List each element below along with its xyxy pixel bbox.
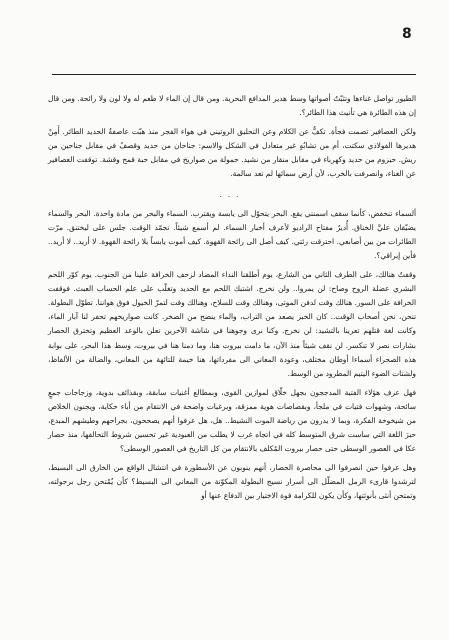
paragraph: الطيور تواصل غناءها وتثبّتُ أصواتها وسط هدير المدافع البحرية. ومن قال إن الماء لا طعم له ولا لون ولا رائحة. ومن قال إن هذه الطائرة هي تأنيث هذا الطائر؟. [48,94,416,118]
section-separator: ... [219,190,245,199]
header-rule [52,74,416,75]
body-text [48,92,416,504]
paragraph: فهل عرف هؤلاء الفتية المدججون بجهل خلّاق لموازين القوى، وبمطالع أغنيات سابقة، وبقذائف بدوية، وزجاجات جمعٍ سائحة، وشهوات فتيات في ملجأ، وبقصاصات هوية ممزقة، وبرغبات واضحة في الانتقام من أباء حكاية، ويجنون الخلاص من شيخوخة الفكرة، وبما لا يدرون من رياضة الموت النشيط.. هل، هل عرفوا أنهم يصححون، بجراحهم وطيشهم المبدع، حبرَ اللغة التي ساست شرق المتوسط كله في اتجاه غرب لا يطلب من العبودية غير تحسين شروط التحالفها، منذ حصار عكا في العصور الوسطى حتى حصار بيروت المُكلف بالانتقام من كل التاريخ في العصور الوسطى؟ [48,387,416,454]
paragraph: وقفتُ هنالك، على الطرف الثاني من الشارع، يوم أطلقنا النداء المضاد لزحف الخرافة علينا من الجنوب. يوم كوّر اللحم البشري عضلة الروح وصاح: لن يمروا.. ولن نخرج. اشتبك اللحم مع الحديد وتغلّب على علم الحساب العبث. فوقفت الخرافة على السور. هنالك وقت لدفن الموتى، وهنالك وقت للسلاح، وهنالك وقت لتمرّ الخيول فوق هواننا. تطوّل البطولة. تنحن، نحن أصحاب الوقت.. كان الخبز يصعد من التراب، والماء ينضح من الصخر. كانت صواريخهم تحفر لنا آبار الماء، وكانت لغة قتلهم تعرينا بالتشيد: لن نخرج. وكنا نرى وجوهنا في شاشة الآخرين تعلن بالوعد العظيم وتخترق الحصار بشارات نصر لا تنكسر. لن نقف شيئاً منذ الآن، ما دامت بيروت هنا، وما دمنا هنا في بيروت، وسط هذا البحر، على بوابة هذه الصحراء أسماءا أوطان مختلف، وعودة المعاني الى مفرداتها، هنا خيمة للتائهة من المعاني، والضالة من الألفاظ، ولشتات الضوء اليتيم المطرود من الوسط. [48,270,416,378]
paragraph: ولكن العصافير تصمت فجأة. تكفُّ عن الكلام وعن التحليق الروتيني في هواء الفجر منذ هبّت عاصفةُ الحديد الطائر. أَمِنْ هديرها الفولاذي سكتت، أم من تشابُهٍ غير متعادل في الشكل والاسم: جناحان من حديد وقصفٌ في مقابل جناحين من ريش. حيزوم من حديد وكهرباء في مقابل منقار من نشيد. حمولة من صواريخ في مقابل حبة قمح وقشة. توقفت العصافير عن الغناء، وانصرفت بالخرب، لأن أرض سمائها لم تعد سالمة. [48,127,416,179]
paragraph: ألسماء تنخفض، كأنما سقف اسمنتي يقع. البحر يتحوّل الى يابسة ويقترب. السماء والبحر من مادة واحدة. البحر والسماء يضيّقان عليَّ الخناق. أُديرُ مفتاح الراديو لأعرف أخبار السماء. لم أسمع شيئاً. تجمّد الوقت. جلس على ليختنق. مرّت الطائرات من بين أصابعي. احترقت رئتي. كيف أصل الى رائحة القهوة. كيف أموت يابساً بلا رائحة القهوة. لا أريد.. لا أريد.. فأين إبراقي؟. [48,208,416,260]
paragraph: وهل عرفوا حين انصرفوا الى محاصرة الحصار، أنهم ينوبون عن الأسطورة في انتشال الواقع من الخارق الى البسيط، لترشدوا قارىء الرمل المضلّل الى أسرار نسيج البطولة المكوّنة من المعاني الى البسيط؟ كأن يُمْتحن رجل برجولته، وتمتحن أنثى بأنوثتها، وكأن يكون للكرامة قوة الاختيار بين الدفاع عنها أو [48,463,416,501]
page-number: 8 [402,26,412,42]
